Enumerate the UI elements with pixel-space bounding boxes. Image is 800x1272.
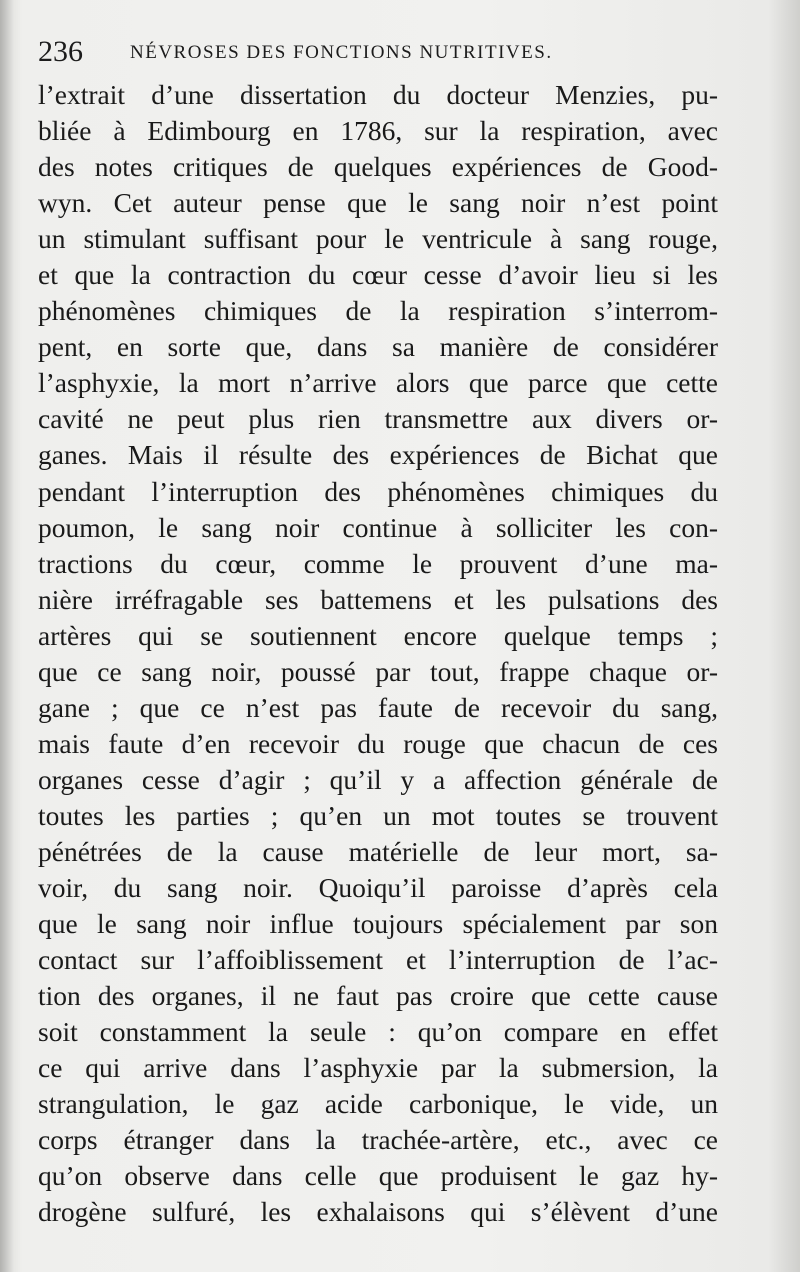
text-line: que le sang noir influe toujours spécialement par son (38, 908, 718, 940)
text-line: corps étranger dans la trachée-artère, etc., avec ce (38, 1124, 718, 1156)
text-line: qu’on observe dans celle que produisent le gaz hy- (38, 1160, 718, 1192)
running-head: NÉVROSES DES FONCTIONS NUTRITIVES. (130, 42, 553, 63)
text-line: ganes. Mais il résulte des expériences de Bichat que (38, 439, 718, 471)
text-line: nière irréfragable ses battemens et les pulsations des (38, 583, 718, 615)
text-line: que ce sang noir, poussé par tout, frappe chaque or- (38, 655, 718, 687)
text-line: pendant l’interruption des phénomènes chimiques du (38, 475, 718, 507)
text-line: wyn. Cet auteur pense que le sang noir n’est point (38, 187, 718, 219)
text-line: l’asphyxie, la mort n’arrive alors que parce que cette (38, 367, 718, 399)
text-line: poumon, le sang noir continue à solliciter les con- (38, 511, 718, 543)
page-number: 236 (38, 35, 83, 68)
text-line: toutes les parties ; qu’en un mot toutes se trouvent (38, 799, 718, 831)
text-line: gane ; que ce n’est pas faute de recevoir du sang, (38, 691, 718, 723)
text-line: ce qui arrive dans l’asphyxie par la submersion, la (38, 1052, 718, 1084)
text-line: pénétrées de la cause matérielle de leur mort, sa- (38, 835, 718, 867)
text-line: artères qui se soutiennent encore quelque temps ; (38, 619, 718, 651)
text-line: voir, du sang noir. Quoiqu’il paroisse d’après cela (38, 872, 718, 904)
body-text (38, 77, 718, 1231)
text-line: organes cesse d’agir ; qu’il y a affection générale de (38, 763, 718, 795)
text-line: l’extrait d’une dissertation du docteur Menzies, pu- (38, 79, 718, 110)
text-line: tractions du cœur, comme le prouvent d’une ma- (38, 547, 718, 579)
text-line: mais faute d’en recevoir du rouge que chacun de ces (38, 727, 718, 759)
text-line: un stimulant suffisant pour le ventricule à sang rouge, (38, 223, 718, 255)
text-line: pent, en sorte que, dans sa manière de considérer (38, 331, 718, 363)
text-line: des notes critiques de quelques expériences de Good- (38, 151, 718, 183)
text-line: drogène sulfuré, les exhalaisons qui s’élèvent d’une (38, 1196, 718, 1228)
text-line: soit constamment la seule : qu’on compare en effet (38, 1016, 718, 1048)
page-header (38, 32, 778, 72)
text-line: tion des organes, il ne faut pas croire que cette cause (38, 980, 718, 1012)
text-line: contact sur l’affoiblissement et l’interruption de l’ac- (38, 944, 718, 976)
text-line: cavité ne peut plus rien transmettre aux divers or- (38, 403, 718, 435)
text-line: et que la contraction du cœur cesse d’avoir lieu si les (38, 259, 718, 291)
text-line: bliée à Edimbourg en 1786, sur la respiration, avec (38, 115, 718, 147)
text-line: strangulation, le gaz acide carbonique, le vide, un (38, 1088, 718, 1120)
text-line: phénomènes chimiques de la respiration s’interrom- (38, 295, 718, 327)
